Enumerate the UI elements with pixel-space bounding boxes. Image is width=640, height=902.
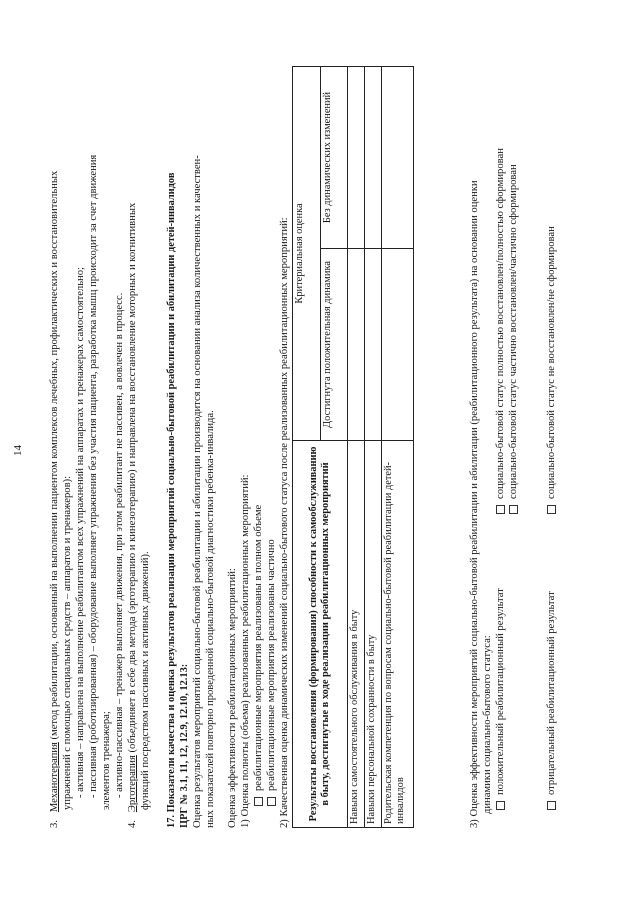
checkbox[interactable]	[509, 505, 518, 514]
section-subtitle: ЦРГ № 3.1, 11, 12, 12.9, 12.10, 12.13:	[179, 663, 190, 828]
cell-positive[interactable]	[365, 249, 382, 441]
item-text: (объединяет в себе два метода (эрготерапию и кинезотерапию) и направлена на восстановление моторных и когнитивных	[127, 202, 138, 756]
text-line: функций посредством пассивных и активных движений).	[140, 551, 151, 810]
option-label: реабилитационные мероприятия реализованы частично	[266, 539, 277, 791]
intro-text: ных показателей повторно проведенной социально-бытовой диагностики ребенка-инвалида.	[205, 410, 216, 828]
option-label: реабилитационные мероприятия реализованы в полном объеме	[253, 504, 264, 791]
cell-no-change[interactable]	[382, 67, 414, 249]
item-3: 3) Оценка эффективности мероприятий социально-бытовой реабилитации и абилитации (реабилитационного результата) на основании оценки	[469, 180, 480, 828]
result-label: положительный реабилитационный результат	[495, 588, 506, 795]
checkbox[interactable]	[267, 797, 276, 806]
text-line: - активная – направлена на выполнение реабилитантом всех упражнений на аппаратах и тренажерах самостоятельно;	[75, 267, 86, 798]
page-number: 14	[12, 445, 24, 456]
eval-title: Оценка эффективности реабилитационных мероприятий:	[227, 568, 238, 828]
list-item-3	[48, 171, 61, 828]
text-line: - активно-пассивная – тренажер выполняет движения, при этом реабилитант не пассивен, а вовлечен в процесс.	[114, 292, 125, 798]
checkbox[interactable]	[496, 801, 505, 810]
option-full	[252, 505, 265, 806]
col1-header: Результаты восстановления (формирования) способности к самообслуживанию в быту, достигнутые в ходе реализации реабилитационных мероприятий	[293, 441, 348, 828]
group-header: Критериальная оценка	[293, 67, 321, 441]
checkbox[interactable]	[254, 797, 263, 806]
item-number: 3.	[49, 820, 60, 828]
item-1: 1) Оценка полноты (объема) реализованных реабилитационных мероприятий:	[240, 474, 251, 828]
option-label: социально-бытовой статус полностью восстановлен/полностью сформирован	[495, 148, 506, 499]
term-ergotherapy: Эрготерапия	[127, 755, 138, 813]
item-3-continued: динамики социально-бытового статуса:	[482, 635, 493, 814]
table-row	[365, 67, 382, 828]
list-item-4	[126, 203, 139, 828]
text-line: элементов тренажера;	[101, 711, 112, 810]
table-header-row	[293, 67, 321, 828]
results-table	[292, 66, 414, 828]
table-row	[382, 67, 414, 828]
row-label: Навыки самостоятельного обслуживания в быту	[348, 441, 365, 828]
item-text: (метод реабилитации, основанный на выполнении пациентом комплексов лечебных, профилактических и восстановительных	[49, 170, 60, 743]
option-label: социально-бытовой статус частично восстановлен/частично сформирован	[508, 164, 519, 499]
item-number: 4.	[127, 820, 138, 828]
text-line: упражнений с помощью специальных средств – аппаратов и тренажеров):	[62, 475, 73, 810]
intro-text: Оценка результатов мероприятий социально-бытовой реабилитации и абилитации производится на основании анализа количественных и качествен-	[192, 155, 203, 828]
sub-header-positive: Достигнута положительная динамика	[320, 249, 348, 441]
cell-no-change[interactable]	[365, 67, 382, 249]
cell-positive[interactable]	[348, 249, 365, 441]
checkbox[interactable]	[547, 801, 556, 810]
row-label: Навыки персональной сохранности в быту	[365, 441, 382, 828]
option-fully-restored	[494, 148, 507, 514]
positive-result	[494, 588, 507, 810]
text-line: - пассивная (роботизированная) – оборудование выполняет упражнения без участия пациента, разработка мышц происходит за счет движения	[88, 154, 99, 798]
table-row	[348, 67, 365, 828]
option-partly-restored	[507, 164, 520, 514]
cell-positive[interactable]	[382, 249, 414, 441]
section-title: 17. Показатели качества и оценка результатов реализации мероприятий социально-бытовой реабилитации и абилитации детей-инвалидов	[166, 172, 177, 828]
cell-no-change[interactable]	[348, 67, 365, 249]
term-mechanotherapy: Механотерапия	[49, 742, 60, 813]
item-2: 2) Качественная оценка динамических изменений социально-бытового статуса после реализованных реабилитационных мероприятий:	[279, 217, 290, 828]
option-partial	[265, 539, 278, 806]
sub-header-no-change: Без динамических изменений	[320, 67, 348, 249]
row-label: Родительская компетенция по вопросам социально-бытовой реабилитации детей-инвалидов	[382, 441, 414, 828]
result-label: отрицательный реабилитационный результат	[546, 591, 557, 795]
option-not-restored	[545, 226, 558, 514]
negative-result	[545, 591, 558, 810]
checkbox[interactable]	[496, 505, 505, 514]
checkbox[interactable]	[547, 505, 556, 514]
option-label: социально-бытовой статус не восстановлен/не сформирован	[546, 226, 557, 499]
